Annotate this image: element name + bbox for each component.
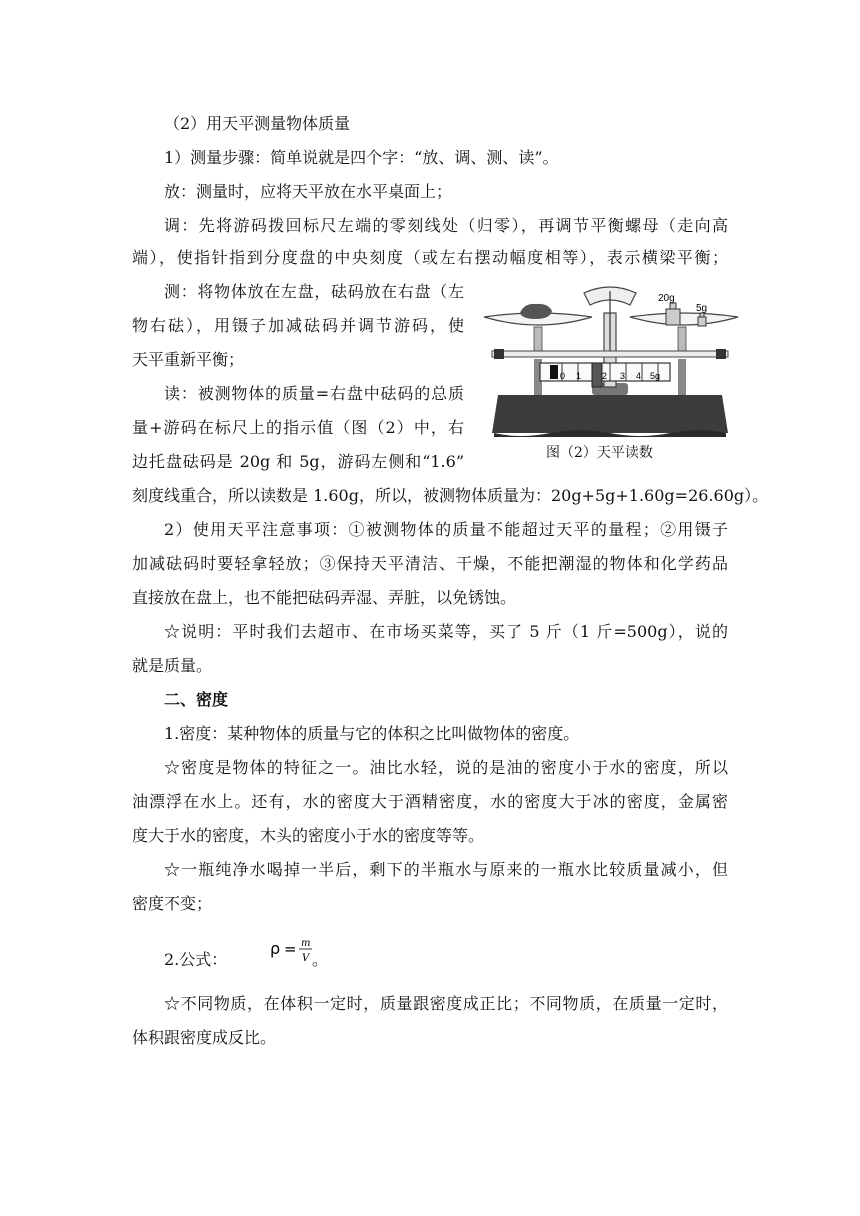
water-line2: 密度不变；	[132, 894, 213, 913]
proportion-line2: 体积跟密度成反比。	[132, 1028, 277, 1047]
object-rock	[520, 304, 552, 319]
steps-title: 1）测量步骤：简单说就是四个字：“放、调、测、读”。	[164, 148, 559, 167]
balance-base	[492, 395, 728, 433]
step-adjust-line1: 调：先将游码拨回标尺左端的零刻线处（归零），再调节平衡螺母（走向高	[164, 216, 728, 235]
notes-line2: 加减砝码时要轻拿轻放；③保持天平清洁、干燥，不能把潮湿的物体和化学药品	[132, 554, 728, 573]
weight-5g	[698, 317, 706, 326]
step-read-line3: 边托盘砝码是 20g 和 5g，游码左侧和“1.6”	[132, 452, 464, 471]
water-line1: ☆一瓶纯净水喝掉一半后，剩下的半瓶水与原来的一瓶水比较质量减小，但	[164, 860, 728, 879]
label-20g: 20g	[658, 293, 675, 304]
formula-label: 2.公式：	[164, 950, 228, 969]
step-measure-line2: 物右砝），用镊子加减砝码并调节游码，使	[132, 316, 464, 335]
section-heading-balance: （2）用天平测量物体质量	[164, 114, 351, 133]
scale-tick-4: 4	[636, 371, 642, 381]
heading-density: 二、密度	[164, 690, 229, 709]
right-pan	[630, 313, 738, 325]
scale-tick-3: 3	[620, 371, 626, 381]
explain-line2: 就是质量。	[132, 656, 213, 675]
formula-equals: =	[284, 940, 297, 958]
notes-line1: 2）使用天平注意事项：①被测物体的质量不能超过天平的量程；②用镊子	[164, 520, 728, 539]
figure-caption: 图（2）天平读数	[546, 445, 653, 461]
step-read-line2: 量+游码在标尺上的指示值（图（2）中，右	[132, 418, 464, 437]
formula-rho: ρ	[270, 939, 281, 958]
step-adjust-line2: 端），使指针指到分度盘的中央刻度（或左右摆动幅度相等），表示横梁平衡；	[132, 248, 728, 267]
explain-line1: ☆说明：平时我们去超市、在市场买菜等，买了 5 斤（1 斤=500g），说的	[164, 622, 728, 641]
beam	[492, 351, 728, 357]
scale-tick-1: 1	[576, 371, 582, 381]
step-put: 放：测量时，应将天平放在水平桌面上；	[164, 182, 453, 201]
scale-tick-2: 2	[602, 371, 608, 381]
rider	[550, 365, 558, 379]
scale-tick-0: 0	[560, 371, 566, 381]
step-read-line1: 读：被测物体的质量=右盘中砝码的总质	[164, 384, 464, 403]
step-measure-line3: 天平重新平衡；	[132, 350, 245, 369]
notes-line3: 直接放在盘上，也不能把砝码弄湿、弄脏，以免锈蚀。	[132, 588, 517, 607]
formula-m: m	[301, 938, 311, 949]
balance-nut-right	[716, 349, 726, 359]
step-measure-line1: 测：将物体放在左盘，砝码放在右盘（左	[164, 282, 464, 301]
step-read-line4: 刻度线重合，所以读数是 1.60g，所以，被测物体质量为：20g+5g+1.60g=26.60g）。	[132, 486, 769, 505]
density-char-line2: 油漂浮在水上。还有，水的密度大于酒精密度，水的密度大于冰的密度，金属密	[132, 792, 728, 811]
label-5g: 5g	[696, 303, 708, 314]
scale-tick-5: 5g	[650, 371, 661, 381]
balance-nut-left	[494, 349, 504, 359]
density-char-line3: 度大于水的密度，木头的密度小于水的密度等等。	[132, 826, 485, 845]
formula-end: 。	[312, 950, 329, 969]
weight-20g	[666, 309, 680, 325]
density-char-line1: ☆密度是物体的特征之一。油比水轻，说的是油的密度小于水的密度，所以	[164, 758, 728, 777]
proportion-line1: ☆不同物质，在体积一定时，质量跟密度成正比；不同物质，在质量一定时，	[164, 994, 728, 1013]
density-definition: 1.密度：某种物体的质量与它的体积之比叫做物体的密度。	[164, 724, 580, 743]
balance-scale-figure	[480, 283, 740, 463]
formula-v: V	[302, 953, 310, 964]
